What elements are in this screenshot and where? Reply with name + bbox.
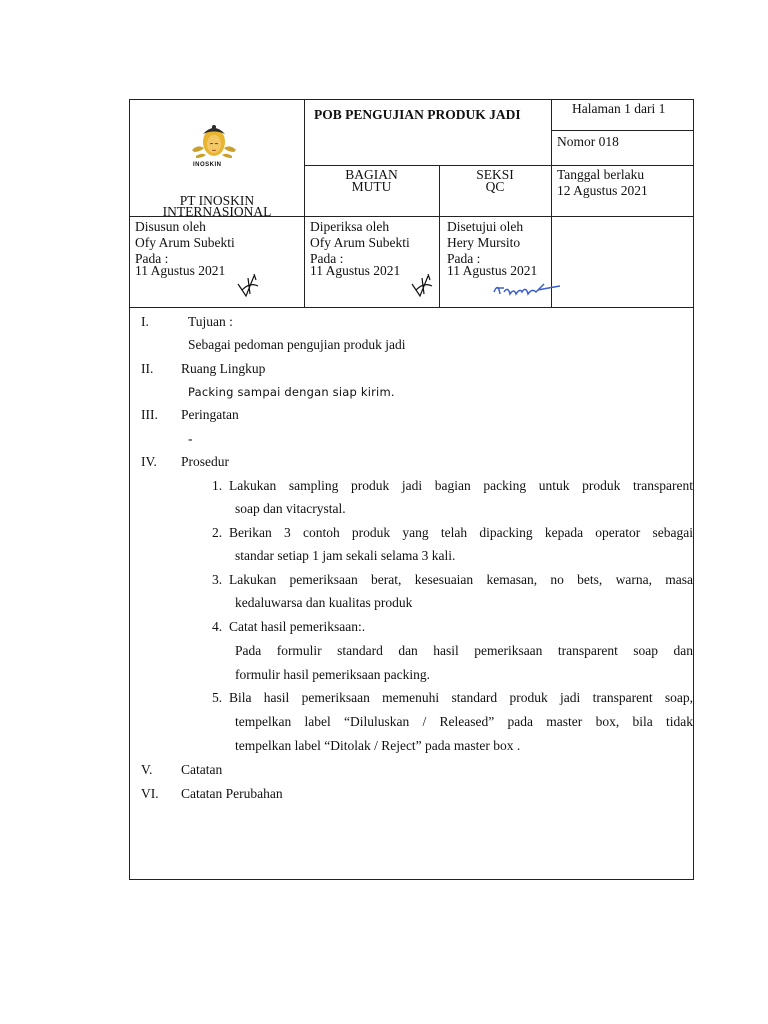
effective-date: 12 Agustus 2021	[557, 183, 648, 198]
step-text: formulir hasil pemeriksaan packing.	[235, 667, 430, 682]
step-number: 1.	[212, 478, 223, 493]
signature-prepared	[234, 270, 264, 300]
section-num: I.	[141, 314, 149, 329]
section-title: Peringatan	[181, 407, 239, 422]
department-label: BAGIAN	[345, 167, 398, 182]
logo-wordmark: INOSKIN	[193, 162, 222, 168]
department-value: MUTU	[351, 179, 392, 194]
reviewed-by-pada: Pada :	[310, 251, 344, 266]
signature-approved	[492, 278, 562, 302]
step-text: standar setiap 1 jam sekali selama 3 kali.	[235, 548, 456, 563]
section-content: -	[188, 431, 193, 446]
prepared-by-pada: Pada :	[135, 251, 169, 266]
signature-reviewed	[408, 270, 438, 300]
section-num: IV.	[141, 454, 157, 469]
reviewed-by-label: Diperiksa oleh	[310, 219, 390, 234]
divider	[304, 165, 693, 166]
step-number: 2.	[212, 525, 223, 540]
reviewed-by-date: 11 Agustus 2021	[310, 263, 401, 278]
section-title: Prosedur	[181, 454, 229, 469]
section-num: III.	[141, 407, 158, 422]
step-text: tempelkan label “Ditolak / Reject” pada master box .	[235, 738, 521, 753]
section-label: SEKSI	[476, 167, 514, 182]
page-indicator: Halaman 1 dari 1	[572, 101, 666, 116]
step-number: 4.	[212, 619, 223, 634]
divider	[130, 307, 693, 308]
step-text: Lakukan sampling produk jadi bagian packing untuk produk transparent	[229, 478, 693, 493]
company-name-line1: PT INOSKIN	[179, 193, 255, 208]
step-text: Berikan 3 contoh produk yang telah dipacking kepada operator sebagai	[229, 525, 693, 540]
step-text: Lakukan pemeriksaan berat, kesesuaian kemasan, no bets, warna, masa	[229, 572, 693, 587]
step-text: kedaluwarsa dan kualitas produk	[235, 595, 413, 610]
step-text: tempelkan label “Diluluskan / Released” pada master box, bila tidak	[235, 714, 693, 729]
step-number: 5.	[212, 690, 223, 705]
inoskin-logo	[188, 122, 240, 162]
approved-by-pada: Pada :	[447, 251, 481, 266]
section-num: VI.	[141, 786, 159, 801]
section-content: Sebagai pedoman pengujian produk jadi	[188, 337, 406, 352]
reviewed-by-name: Ofy Arum Subekti	[310, 235, 410, 250]
prepared-by-label: Disusun oleh	[135, 219, 206, 234]
approved-by-label: Disetujui oleh	[447, 219, 524, 234]
section-num: II.	[141, 361, 154, 376]
document-title: POB PENGUJIAN PRODUK JADI	[314, 107, 521, 122]
divider	[551, 100, 552, 307]
prepared-by-name: Ofy Arum Subekti	[135, 235, 235, 250]
divider	[551, 130, 693, 131]
company-name-line2: INTERNASIONAL	[162, 204, 272, 219]
sop-document	[129, 99, 694, 880]
step-text: Pada formulir standard dan hasil pemeriksaan transparent soap dan	[235, 643, 693, 658]
step-text: soap dan vitacrystal.	[235, 501, 346, 516]
section-value: QC	[485, 179, 505, 194]
section-title: Ruang Lingkup	[181, 361, 266, 376]
step-number: 3.	[212, 572, 223, 587]
approved-by-date: 11 Agustus 2021	[447, 263, 538, 278]
approved-by-name: Hery Mursito	[447, 235, 521, 250]
section-content: Packing sampai dengan siap kirim.	[188, 385, 395, 399]
divider	[304, 100, 305, 307]
document-number: Nomor 018	[557, 134, 619, 149]
section-title: Catatan	[181, 762, 223, 777]
effective-label: Tanggal berlaku	[557, 167, 645, 182]
step-text: Bila hasil pemeriksaan memenuhi standard produk jadi transparent soap,	[229, 690, 693, 705]
section-title: Tujuan :	[188, 314, 233, 329]
section-num: V.	[141, 762, 153, 777]
step-text: Catat hasil pemeriksaan:.	[229, 619, 366, 634]
prepared-by-date: 11 Agustus 2021	[135, 263, 226, 278]
section-title: Catatan Perubahan	[181, 786, 283, 801]
